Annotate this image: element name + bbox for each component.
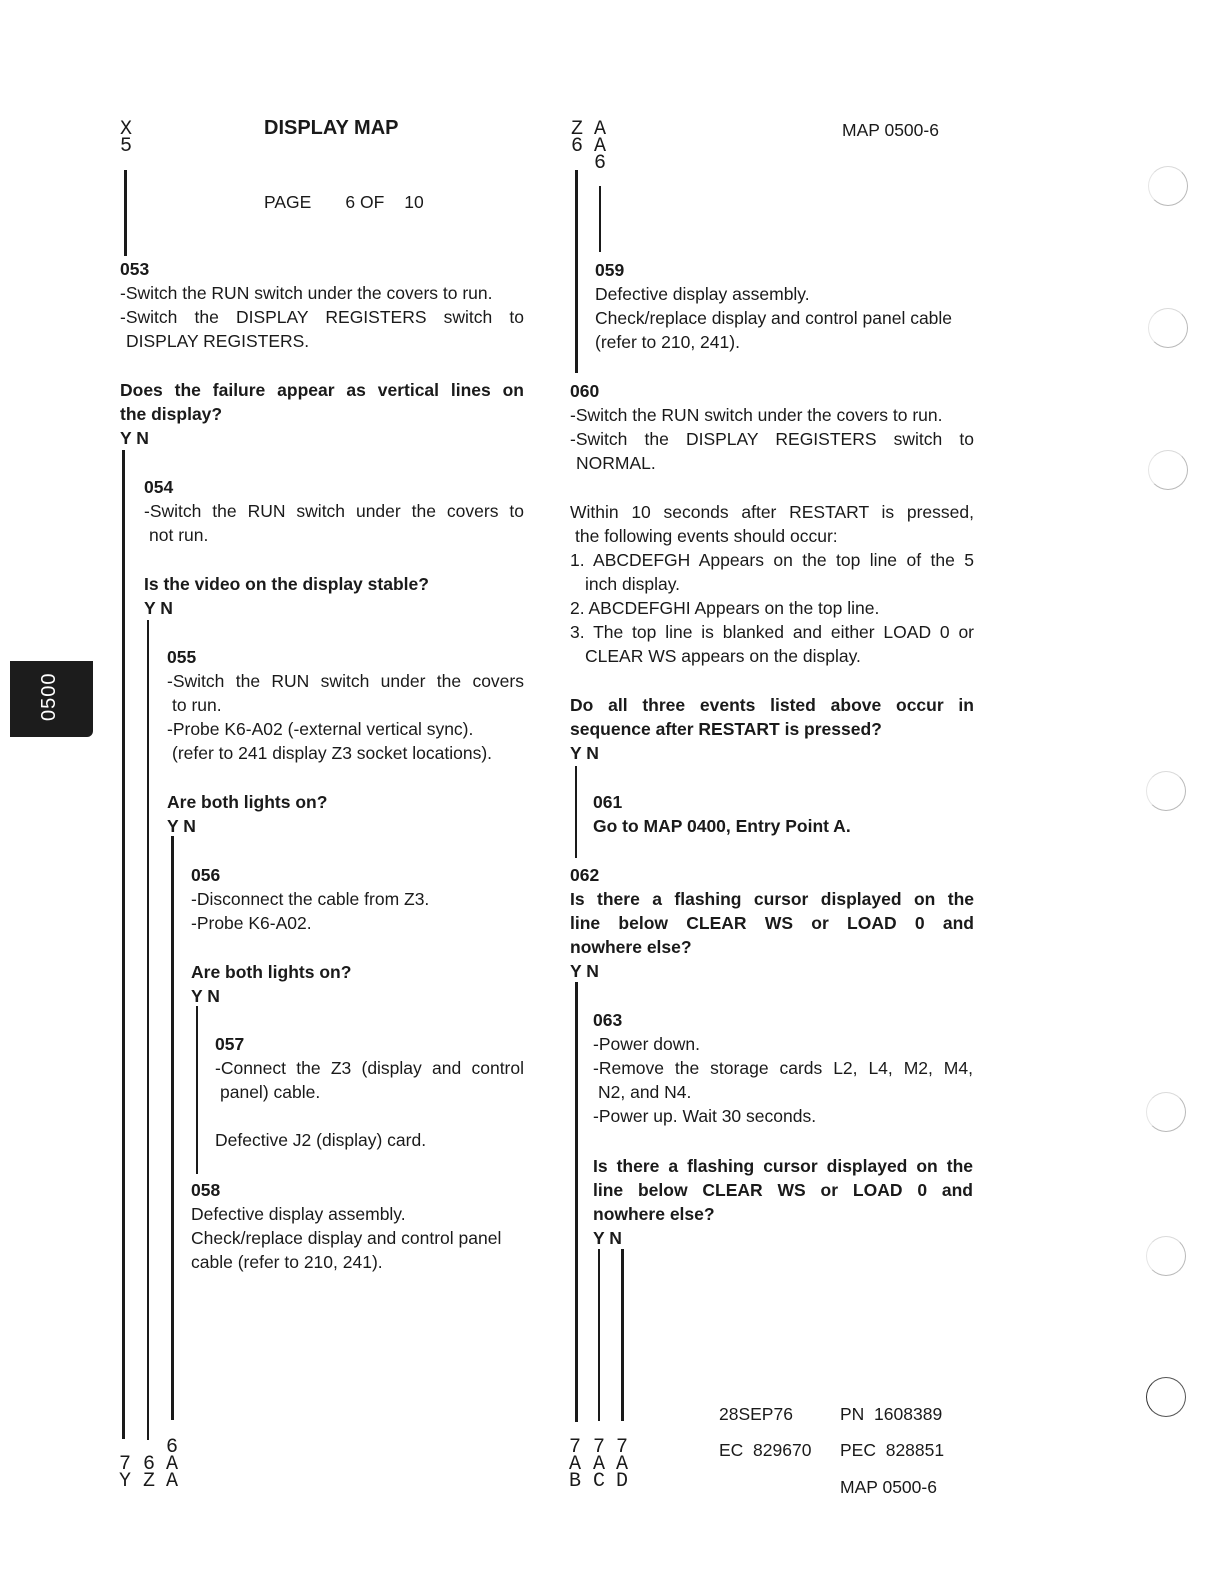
page-title: DISPLAY MAP	[264, 117, 399, 139]
step-063-text: -Power down. -Remove the storage cards L2, L4, M2, M4, N2, and N4. -Power up. Wait 30 seconds.	[593, 1034, 973, 1126]
step-055-text: -Switch the RUN switch under the covers to run. -Probe K6-A02 (-external vertical sync). (refer to 241 display Z3 socket locations).	[167, 671, 524, 763]
right-entry-connector-aa6: A A 6	[594, 118, 607, 175]
exit-connector-7ac: 7 A C	[593, 1436, 606, 1493]
step-056-text: -Disconnect the cable from Z3. -Probe K6-A02.	[191, 889, 430, 933]
footer-date: 28SEP76	[719, 1404, 793, 1424]
step-056-number: 056	[191, 865, 221, 885]
yn-branch: Y N	[144, 598, 173, 618]
question-flashing-cursor-2: Is there a flashing cursor displayed on the line below CLEAR WS or LOAD 0 and nowhere else?	[593, 1156, 973, 1224]
flow-line	[124, 170, 127, 256]
yn-branch: Y N	[191, 986, 220, 1006]
footer-map-id: MAP 0500-6	[840, 1477, 937, 1497]
step-053-text: -Switch the RUN switch under the covers to run. -Switch the DISPLAY REGISTERS switch to DISPLAY REGISTERS.	[120, 283, 524, 351]
step-057-number: 057	[215, 1034, 245, 1054]
binder-hole	[1146, 1377, 1186, 1417]
page-indicator: PAGE 6 OF 10	[264, 192, 424, 212]
flow-line-y	[171, 836, 174, 1420]
step-054-text: -Switch the RUN switch under the covers to not run.	[144, 501, 524, 545]
step-057-text: -Connect the Z3 (display and control panel) cable. Defective J2 (display) card.	[215, 1058, 524, 1150]
step-054-number: 054	[144, 477, 174, 497]
left-entry-connector: X 5	[120, 118, 133, 158]
exit-connector-6z: 6 Z	[143, 1453, 156, 1493]
step-060-text: -Switch the RUN switch under the covers to run. -Switch the DISPLAY REGISTERS switch to NORMAL.	[570, 405, 974, 473]
flow-line-y	[598, 1249, 600, 1421]
question-events-sequence: Do all three events listed above occur in sequence after RESTART is pressed?	[570, 695, 974, 739]
map-id-header: MAP 0500-6	[842, 120, 939, 140]
yn-branch: Y N	[570, 743, 599, 763]
step-059-number: 059	[595, 260, 625, 280]
flow-line-y	[147, 620, 149, 1440]
yn-branch: Y N	[167, 816, 196, 836]
step-063-number: 063	[593, 1010, 623, 1030]
exit-connector-7y: 7 Y	[119, 1453, 132, 1493]
step-059-text: Defective display assembly. Check/replace display and control panel cable (refer to 210, 241).	[595, 284, 953, 352]
yn-branch: Y N	[570, 961, 599, 981]
flow-line	[575, 170, 578, 373]
step-061-number: 061	[593, 792, 623, 812]
footer-ec: EC 829670	[719, 1440, 812, 1460]
binder-hole	[1146, 771, 1186, 811]
step-055-number: 055	[167, 647, 197, 667]
flow-line-y	[122, 450, 125, 1439]
binder-hole	[1148, 450, 1188, 490]
question-flashing-cursor: Is there a flashing cursor displayed on the line below CLEAR WS or LOAD 0 and nowhere else?	[570, 889, 974, 957]
step-060-number: 060	[570, 381, 600, 401]
section-tab: 0500	[10, 661, 93, 737]
exit-connector-7ad: 7 A D	[616, 1436, 629, 1493]
flow-line-y	[196, 1006, 198, 1174]
binder-hole	[1148, 166, 1188, 206]
question-lights-on-2: Are both lights on?	[191, 962, 352, 982]
binder-hole	[1148, 308, 1188, 348]
question-lights-on: Are both lights on?	[167, 792, 328, 812]
flow-line-y	[575, 982, 578, 1422]
flow-line-y	[575, 766, 577, 858]
question-vertical-lines: Does the failure appear as vertical lines on the display?	[120, 380, 524, 424]
flow-line	[599, 186, 601, 252]
yn-branch: Y N	[120, 428, 149, 448]
step-061-text: Go to MAP 0400, Entry Point A.	[593, 816, 851, 836]
yn-branch: Y N	[593, 1228, 622, 1248]
restart-events: Within 10 seconds after RESTART is pressed, the following events should occur: 1. ABCDEFGH Appears on the top line of the 5 inch display. 2. ABCDEFGHI Appears on the top line. 3. The top line is blanked and either LOAD 0 or CLEAR WS appears on the display.	[570, 502, 974, 666]
step-058-number: 058	[191, 1180, 221, 1200]
flow-line-n	[621, 1249, 624, 1421]
question-video-stable: Is the video on the display stable?	[144, 574, 429, 594]
step-058-text: Defective display assembly. Check/replace display and control panel cable (refer to 210, 241).	[191, 1204, 502, 1272]
footer-pec: PEC 828851	[840, 1440, 945, 1460]
exit-connector-7ab: 7 A B	[569, 1436, 582, 1493]
right-entry-connector-z6: Z 6	[571, 118, 584, 158]
binder-hole	[1146, 1236, 1186, 1276]
binder-hole	[1146, 1092, 1186, 1132]
footer-pn: PN 1608389	[840, 1404, 943, 1424]
step-053-number: 053	[120, 259, 150, 279]
step-062-number: 062	[570, 865, 600, 885]
exit-connector-6aa: 6 A A	[166, 1436, 179, 1493]
